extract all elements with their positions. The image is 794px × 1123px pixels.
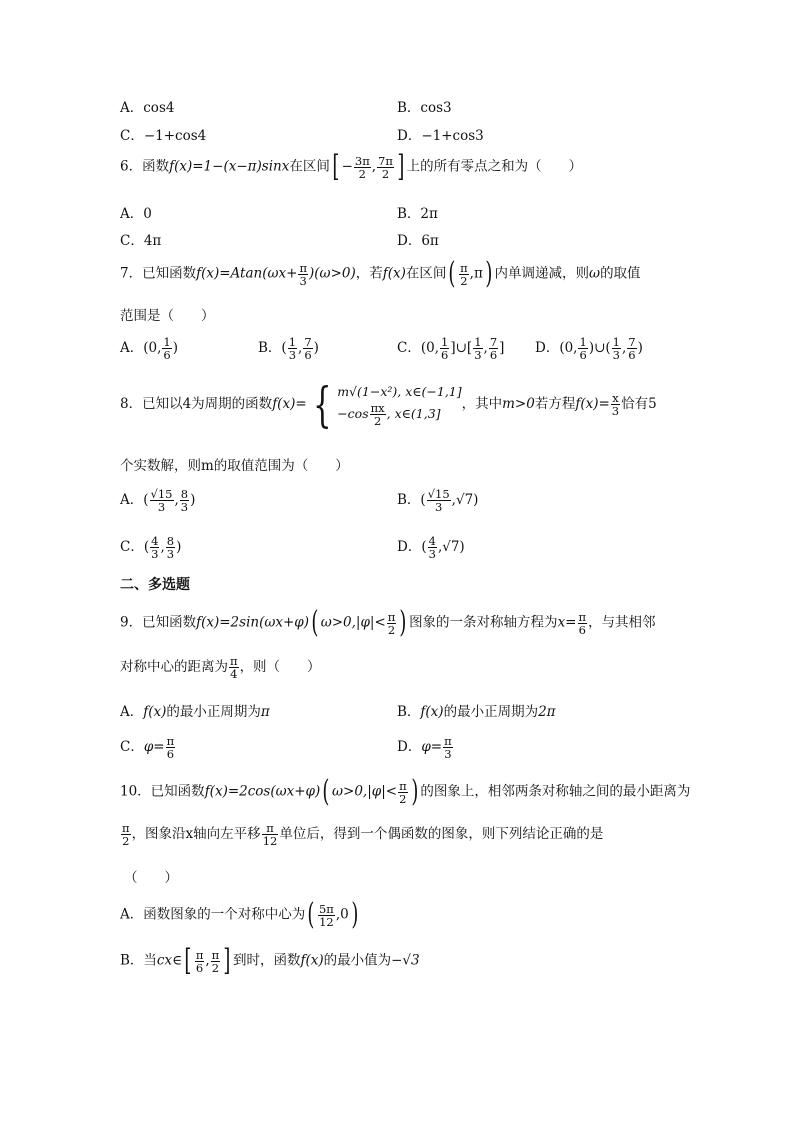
q9-option-d: D．φ= $\frac{\pi}{3}$: [397, 734, 452, 761]
q8-option-d: D．( $\frac{4}{3}$ ,√7): [397, 534, 465, 561]
q9-option-a: A．f(x)的最小正周期为π: [120, 704, 270, 720]
q10-stem-line2: $\frac{\pi}{2}$ ，图象沿x轴向左平移 $\frac{\pi}{12}$ 单位后，得到一个偶函数的图象，则下列结论正确的是: [122, 821, 604, 848]
q6-option-b: B．2π: [397, 206, 438, 222]
q9-stem: 9．已知函数f(x)=2sin(ωx+φ)( ω>0,|φ|< $\frac{\pi}{2}$ ) 图象的一条对称轴方程为x= $\frac{\pi}{6}$ ，与其相邻: [120, 605, 656, 640]
q8-option-c: C．( $\frac{4}{3}$ , $\frac{8}{3}$ ): [120, 534, 182, 561]
q6-stem: 6．函数f(x)=1−(x−π)sinx在区间[ − $\frac{3\pi}{2}$ , $\frac{7\pi}{2}$ ] 上的所有零点之和为（ ）: [120, 149, 583, 184]
q5-option-a: A．cos4: [120, 100, 175, 116]
q7-option-a: A．(0, $\frac{1}{6}$ ): [120, 335, 179, 362]
q5-option-d: D．−1+cos3: [397, 128, 484, 144]
q7-stem-line2: 范围是（ ）: [120, 308, 215, 324]
section-heading-multiple-choice: 二、多选题: [120, 577, 190, 593]
q6-option-c: C．4π: [120, 233, 162, 249]
q9-option-b: B．f(x)的最小正周期为2π: [397, 704, 556, 720]
q10-option-b: B．当cx∈[ $\frac{\pi}{6}$ , $\frac{\pi}{2}$ ] 到时，函数f(x)的最小值为−√3: [120, 943, 420, 978]
q10-stem-line3: （ ）: [124, 870, 178, 886]
q8-option-a: A．( $\frac{√15}{3}$ , $\frac{8}{3}$ ): [120, 487, 196, 514]
q7-option-d: D．(0, $\frac{1}{6}$ )∪( $\frac{1}{3}$ , $\frac{7}{6}$ ): [535, 335, 643, 362]
q5-option-c: C．−1+cos4: [120, 128, 207, 144]
q7-option-c: C．(0, $\frac{1}{6}$ ]∪[ $\frac{1}{3}$ , $\frac{7}{6}$ ]: [397, 335, 505, 362]
q9-option-c: C．φ= $\frac{\pi}{6}$: [120, 734, 175, 761]
q8-option-b: B．( $\frac{√15}{3}$ ,√7): [397, 487, 479, 514]
q8-stem-line2: 个实数解，则m的取值范围为（ ）: [120, 458, 349, 474]
q7-option-b: B．( $\frac{1}{3}$ , $\frac{7}{6}$ ): [258, 335, 319, 362]
q8-stem: 8．已知以4为周期的函数f(x)= { m√(1−x²), x∈(−1,1] −cos $\frac{\pi x}{2}$ , x∈(1,3] ，其中m>0若方程f(x)= $\frac{x}{3}$ 恰有5: [120, 376, 657, 433]
q6-option-a: A．0: [120, 206, 152, 222]
q5-option-b: B．cos3: [397, 100, 452, 116]
q9-stem-line2: 对称中心的距离为 $\frac{\pi}{4}$ ，则（ ）: [120, 654, 321, 681]
q10-stem: 10．已知函数f(x)=2cos(ωx+φ)( ω>0,|φ|< $\frac{\pi}{2}$ ) 的图象上，相邻两条对称轴之间的最小距离为: [120, 774, 691, 809]
q6-option-d: D．6π: [397, 233, 439, 249]
q7-stem: 7．已知函数f(x)=Atan(ωx+ $\frac{\pi}{3}$ )(ω>0)，若f(x)在区间( $\frac{\pi}{2}$ ,π) 内单调递减，则ω的取值: [120, 256, 641, 291]
q10-option-a: A．函数图象的一个对称中心为( $\frac{5\pi}{12}$ ,0): [120, 897, 359, 932]
